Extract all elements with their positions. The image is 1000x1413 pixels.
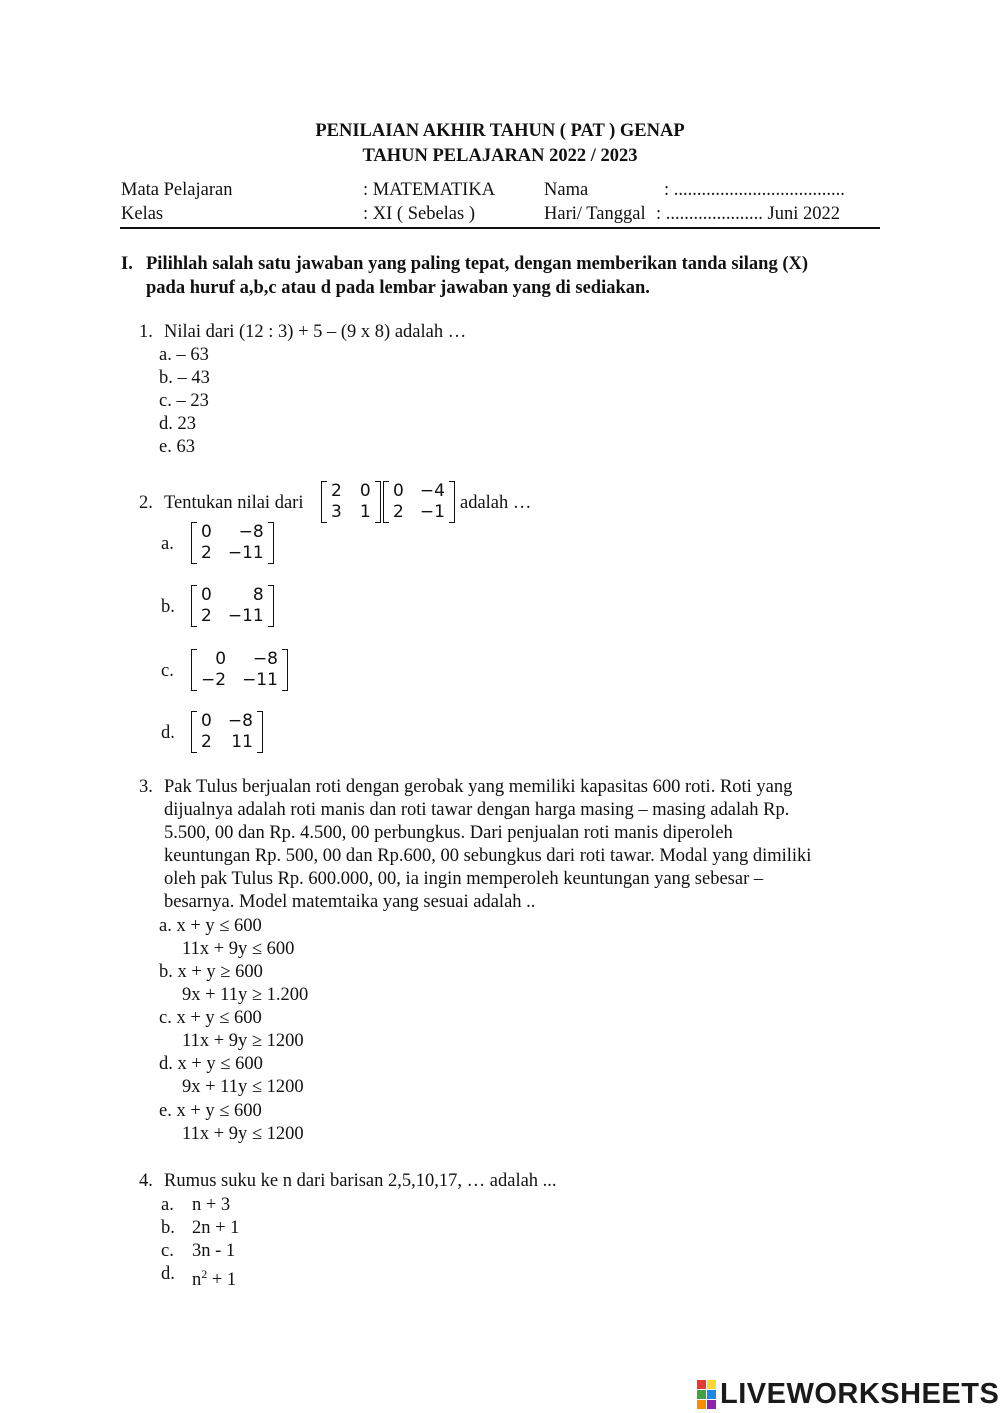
q3-option-b[interactable]: b. x + y ≥ 600 bbox=[159, 962, 263, 982]
matrix-cell: 8 bbox=[252, 585, 264, 605]
cube-square bbox=[697, 1380, 706, 1389]
q3-option-c-line2: 11x + 9y ≥ 1200 bbox=[182, 1031, 304, 1051]
q4-option-a-letter[interactable]: a. bbox=[161, 1195, 174, 1215]
matrix-cell: −8 bbox=[238, 522, 264, 542]
q2-option-c-matrix[interactable] bbox=[191, 649, 288, 691]
matrix-cell: 0 bbox=[359, 481, 371, 501]
liveworksheets-logo bbox=[697, 1378, 999, 1411]
name-label: Nama bbox=[544, 180, 589, 200]
q4-option-c-letter[interactable]: c. bbox=[161, 1241, 174, 1261]
q4-option-a-text[interactable]: n + 3 bbox=[192, 1195, 231, 1215]
q2-option-b-matrix[interactable] bbox=[191, 585, 274, 627]
q2-option-a-letter[interactable]: a. bbox=[161, 534, 174, 554]
matrix-cell: 0 bbox=[201, 711, 212, 731]
matrix-cell: 2 bbox=[201, 732, 212, 752]
q3-option-c[interactable]: c. x + y ≤ 600 bbox=[159, 1008, 262, 1028]
matrix-cell: 3 bbox=[331, 502, 342, 522]
section-numeral: I. bbox=[121, 254, 133, 274]
q3-option-e[interactable]: e. x + y ≤ 600 bbox=[159, 1101, 262, 1121]
subject-label: Mata Pelajaran bbox=[121, 180, 233, 200]
date-label: Hari/ Tanggal bbox=[544, 204, 646, 224]
q1-option-d[interactable]: d. 23 bbox=[159, 414, 196, 434]
formula-rest: + 1 bbox=[207, 1270, 237, 1291]
q2-option-a-matrix[interactable] bbox=[191, 522, 274, 564]
matrix-cell: −8 bbox=[227, 711, 253, 731]
q1-option-a[interactable]: a. – 63 bbox=[159, 345, 209, 365]
matrix-cell: 0 bbox=[215, 649, 227, 669]
q3-line-4: keuntungan Rp. 500, 00 dan Rp.600, 00 sebungkus dari roti tawar. Modal yang dimiliki bbox=[164, 846, 812, 866]
q4-option-c-text[interactable]: 3n - 1 bbox=[192, 1241, 236, 1261]
cube-square bbox=[707, 1400, 716, 1409]
matrix-cell: 0 bbox=[201, 522, 212, 542]
matrix-cell: 2 bbox=[393, 502, 404, 522]
matrix-cell: −4 bbox=[419, 481, 445, 501]
instruction-line-1: Pilihlah salah satu jawaban yang paling tepat, dengan memberikan tanda silang (X) bbox=[146, 254, 809, 274]
q2-number: 2. bbox=[139, 493, 153, 513]
matrix-cell: −11 bbox=[227, 606, 264, 626]
q1-option-c[interactable]: c. – 23 bbox=[159, 391, 209, 411]
q3-line-5: oleh pak Tulus Rp. 600.000, 00, ia ingin memperoleh keuntungan yang sebesar – bbox=[164, 869, 764, 889]
q3-option-e-line2: 11x + 9y ≤ 1200 bbox=[182, 1124, 304, 1144]
q2-option-d-matrix[interactable] bbox=[191, 711, 263, 753]
q3-line-1: Pak Tulus berjualan roti dengan gerobak yang memiliki kapasitas 600 roti. Roti yang bbox=[164, 777, 793, 797]
q4-option-d-text[interactable] bbox=[192, 1263, 236, 1292]
matrix-cell: −11 bbox=[242, 670, 278, 690]
date-field: : ..................... Juni 2022 bbox=[656, 204, 840, 224]
q1-number: 1. bbox=[139, 322, 153, 342]
q1-option-b[interactable]: b. – 43 bbox=[159, 368, 210, 388]
exam-title: PENILAIAN AKHIR TAHUN ( PAT ) GENAP bbox=[315, 121, 685, 141]
q2-matrix-2 bbox=[383, 481, 455, 523]
exam-year: TAHUN PELAJARAN 2022 / 2023 bbox=[362, 146, 638, 166]
q4-option-d-letter[interactable]: d. bbox=[161, 1264, 175, 1284]
q2-option-b-letter[interactable]: b. bbox=[161, 597, 175, 617]
q2-option-c-letter[interactable]: c. bbox=[161, 661, 174, 681]
header-divider bbox=[120, 227, 880, 229]
matrix-cell: 1 bbox=[359, 502, 371, 522]
matrix-cell: −8 bbox=[252, 649, 278, 669]
formula-base: n bbox=[192, 1270, 202, 1291]
q1-text: Nilai dari (12 : 3) + 5 – (9 x 8) adalah … bbox=[164, 322, 467, 342]
name-field: : ..................................... bbox=[664, 180, 845, 200]
cube-square bbox=[707, 1380, 716, 1389]
q3-line-2: dijualnya adalah roti manis dan roti tawar dengan harga masing – masing adalah Rp. bbox=[164, 800, 790, 820]
matrix-cell: 0 bbox=[393, 481, 404, 501]
q4-text: Rumus suku ke n dari barisan 2,5,10,17, … adalah ... bbox=[164, 1171, 557, 1191]
q2-matrix-1 bbox=[321, 481, 381, 523]
brand-name: LIVEWORKSHEETS bbox=[720, 1378, 1000, 1410]
matrix-cell: 2 bbox=[201, 543, 212, 563]
cube-square bbox=[697, 1400, 706, 1409]
q2-option-d-letter[interactable]: d. bbox=[161, 723, 175, 743]
matrix-cell: −2 bbox=[201, 670, 227, 690]
q3-option-a-line2: 11x + 9y ≤ 600 bbox=[182, 939, 295, 959]
q3-option-d[interactable]: d. x + y ≤ 600 bbox=[159, 1054, 263, 1074]
class-label: Kelas bbox=[121, 204, 164, 224]
class-value: : XI ( Sebelas ) bbox=[363, 204, 475, 224]
q3-option-b-line2: 9x + 11y ≥ 1.200 bbox=[182, 985, 309, 1005]
cube-square bbox=[697, 1390, 706, 1399]
q1-option-e[interactable]: e. 63 bbox=[159, 437, 195, 457]
matrix-cell: 0 bbox=[201, 585, 212, 605]
q3-line-6: besarnya. Model matemtaika yang sesuai adalah .. bbox=[164, 892, 536, 912]
q4-option-b-text[interactable]: 2n + 1 bbox=[192, 1218, 240, 1238]
cube-square bbox=[707, 1390, 716, 1399]
q2-suffix: adalah … bbox=[460, 493, 532, 513]
cube-logo-icon bbox=[697, 1380, 716, 1409]
formula-exponent: 2 bbox=[201, 1267, 208, 1281]
matrix-cell: 11 bbox=[231, 732, 253, 752]
q4-option-b-letter[interactable]: b. bbox=[161, 1218, 175, 1238]
q3-option-d-line2: 9x + 11y ≤ 1200 bbox=[182, 1077, 304, 1097]
subject-value: : MATEMATIKA bbox=[363, 180, 496, 200]
matrix-cell: 2 bbox=[331, 481, 342, 501]
instruction-line-2: pada huruf a,b,c atau d pada lembar jawaban yang di sediakan. bbox=[146, 278, 650, 298]
q3-number: 3. bbox=[139, 777, 153, 797]
q3-line-3: 5.500, 00 dan Rp. 4.500, 00 perbungkus. Dari penjualan roti manis diperoleh bbox=[164, 823, 733, 843]
q3-option-a[interactable]: a. x + y ≤ 600 bbox=[159, 916, 262, 936]
matrix-cell: −1 bbox=[419, 502, 445, 522]
matrix-cell: −11 bbox=[227, 543, 264, 563]
q4-number: 4. bbox=[139, 1171, 153, 1191]
q2-prefix: Tentukan nilai dari bbox=[164, 493, 304, 513]
matrix-cell: 2 bbox=[201, 606, 212, 626]
